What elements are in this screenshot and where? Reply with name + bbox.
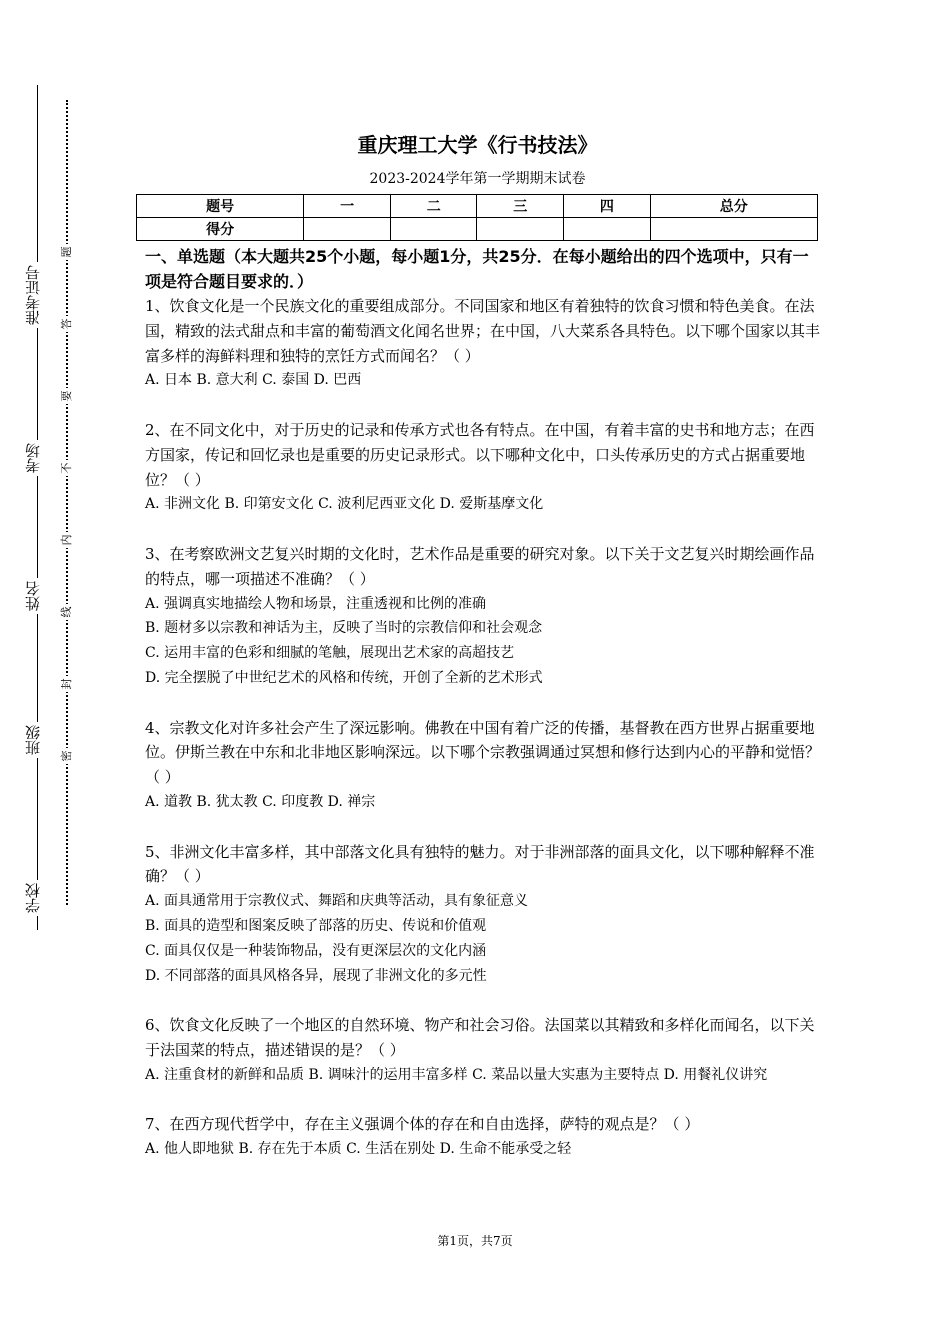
score-row-label: 得分 bbox=[137, 218, 304, 241]
exam-title: 重庆理工大学《行书技法》 bbox=[357, 133, 598, 157]
score-header-cell: 题号 bbox=[137, 195, 304, 218]
question bbox=[145, 716, 825, 815]
page-number: 第1页，共7页 bbox=[437, 1234, 513, 1248]
question-options: A. 他人即地狱 B. 存在先于本质 C. 生活在别处 D. 生命不能承受之轻 bbox=[145, 1141, 572, 1158]
question bbox=[145, 840, 825, 989]
score-header-cell: 一 bbox=[304, 195, 391, 218]
score-header-cell: 二 bbox=[390, 195, 477, 218]
question-option: C. 面具仅仅是一种装饰物品，没有更深层次的文化内涵 bbox=[145, 942, 487, 959]
question bbox=[145, 542, 825, 691]
exam-content bbox=[135, 128, 820, 1187]
seal-char: 要 bbox=[59, 388, 75, 404]
seal-char: 不 bbox=[59, 460, 75, 476]
question-options: A. 注重食材的新鲜和品质 B. 调味汁的运用丰富多样 C. 菜品以量大实惠为主要特点 D. 用餐礼仪讲究 bbox=[145, 1066, 768, 1083]
question-list bbox=[135, 294, 825, 1162]
binding-solid-line bbox=[37, 85, 38, 930]
question-stem: 2、在不同文化中，对于历史的记录和传承方式也各有特点。在中国，有着丰富的史书和地方志；在西方国家，传记和回忆录也是重要的历史记录形式。以下哪种文化中，口头传承历史的方式占据重要地位？（ ） bbox=[145, 420, 815, 489]
question-stem: 7、在西方现代哲学中，存在主义强调个体的存在和自由选择，萨特的观点是？（ ） bbox=[145, 1115, 700, 1134]
class-label: 班级 bbox=[18, 722, 48, 758]
binding-margin bbox=[0, 0, 100, 1344]
question bbox=[145, 1112, 825, 1162]
question-option: D. 完全摆脱了中世纪艺术的风格和传统，开创了全新的艺术形式 bbox=[145, 669, 543, 686]
seal-char: 内 bbox=[59, 532, 75, 548]
school-label: 学校 bbox=[18, 880, 48, 916]
question-stem: 4、宗教文化对许多社会产生了深远影响。佛教在中国有着广泛的传播，基督教在西方世界占据重要地位。伊斯兰教在中东和北非地区影响深远。以下哪个宗教强调通过冥想和修行达到内心的平静和觉悟？（ ） bbox=[145, 718, 821, 787]
score-cell[interactable] bbox=[564, 218, 651, 241]
exam-subtitle: 2023-2024学年第一学期期末试卷 bbox=[369, 171, 586, 187]
question bbox=[145, 1013, 825, 1087]
score-header-cell: 四 bbox=[564, 195, 651, 218]
question-options: A. 日本 B. 意大利 C. 泰国 D. 巴西 bbox=[145, 372, 362, 389]
score-table bbox=[136, 194, 818, 241]
question-option: A. 面具通常用于宗教仪式、舞蹈和庆典等活动，具有象征意义 bbox=[145, 893, 529, 910]
score-table-header-row bbox=[137, 195, 818, 218]
seal-char: 答 bbox=[59, 316, 75, 332]
exam-id-label: 准考证号 bbox=[18, 262, 48, 328]
question-option: C. 运用丰富的色彩和细腻的笔触，展现出艺术家的高超技艺 bbox=[145, 645, 515, 662]
score-cell[interactable] bbox=[650, 218, 817, 241]
binding-dotted-line bbox=[66, 100, 68, 905]
question-stem: 5、非洲文化丰富多样，其中部落文化具有独特的魅力。对于非洲部落的面具文化，以下哪种解释不准确？（ ） bbox=[145, 842, 815, 886]
name-label: 姓名 bbox=[18, 578, 48, 614]
question-option: B. 面具的造型和图案反映了部落的历史、传说和价值观 bbox=[145, 917, 487, 934]
question-options: A. 非洲文化 B. 印第安文化 C. 波利尼西亚文化 D. 爱斯基摩文化 bbox=[145, 496, 544, 513]
seal-char: 封 bbox=[59, 676, 75, 692]
score-table-score-row bbox=[137, 218, 818, 241]
question bbox=[145, 294, 825, 393]
score-header-cell: 三 bbox=[477, 195, 564, 218]
exam-room-label: 考场 bbox=[18, 440, 48, 476]
section-heading: 一、单选题（本大题共25个小题，每小题1分，共25分．在每小题给出的四个选项中，只有一项是符合题目要求的．） bbox=[145, 247, 809, 291]
question-options: A. 道教 B. 犹太教 C. 印度教 D. 禅宗 bbox=[145, 793, 376, 810]
question-option: A. 强调真实地描绘人物和场景，注重透视和比例的准确 bbox=[145, 595, 487, 612]
question-option: B. 题材多以宗教和神话为主，反映了当时的宗教信仰和社会观念 bbox=[145, 620, 543, 637]
question-stem: 1、饮食文化是一个民族文化的重要组成部分。不同国家和地区有着独特的饮食习惯和特色美食。在法国，精致的法式甜点和丰富的葡萄酒文化闻名世界；在中国，八大菜系各具特色。以下哪个国家以其丰富多样的海鲜料理和独特的烹饪方式而闻名？（ ） bbox=[145, 297, 821, 365]
seal-char: 密 bbox=[59, 748, 75, 764]
score-cell[interactable] bbox=[304, 218, 391, 241]
question-stem: 3、在考察欧洲文艺复兴时期的文化时，艺术作品是重要的研究对象。以下关于文艺复兴时期绘画作品的特点，哪一项描述不准确？（ ） bbox=[145, 544, 815, 588]
score-header-cell: 总分 bbox=[650, 195, 817, 218]
seal-char: 题 bbox=[59, 244, 75, 260]
seal-char: 线 bbox=[59, 604, 75, 620]
score-cell[interactable] bbox=[477, 218, 564, 241]
question-option: D. 不同部落的面具风格各异，展现了非洲文化的多元性 bbox=[145, 967, 487, 984]
question-stem: 6、饮食文化反映了一个地区的自然环境、物产和社会习俗。法国菜以其精致和多样化而闻名，以下关于法国菜的特点，描述错误的是？（ ） bbox=[145, 1016, 815, 1059]
score-cell[interactable] bbox=[390, 218, 477, 241]
question bbox=[145, 418, 825, 517]
